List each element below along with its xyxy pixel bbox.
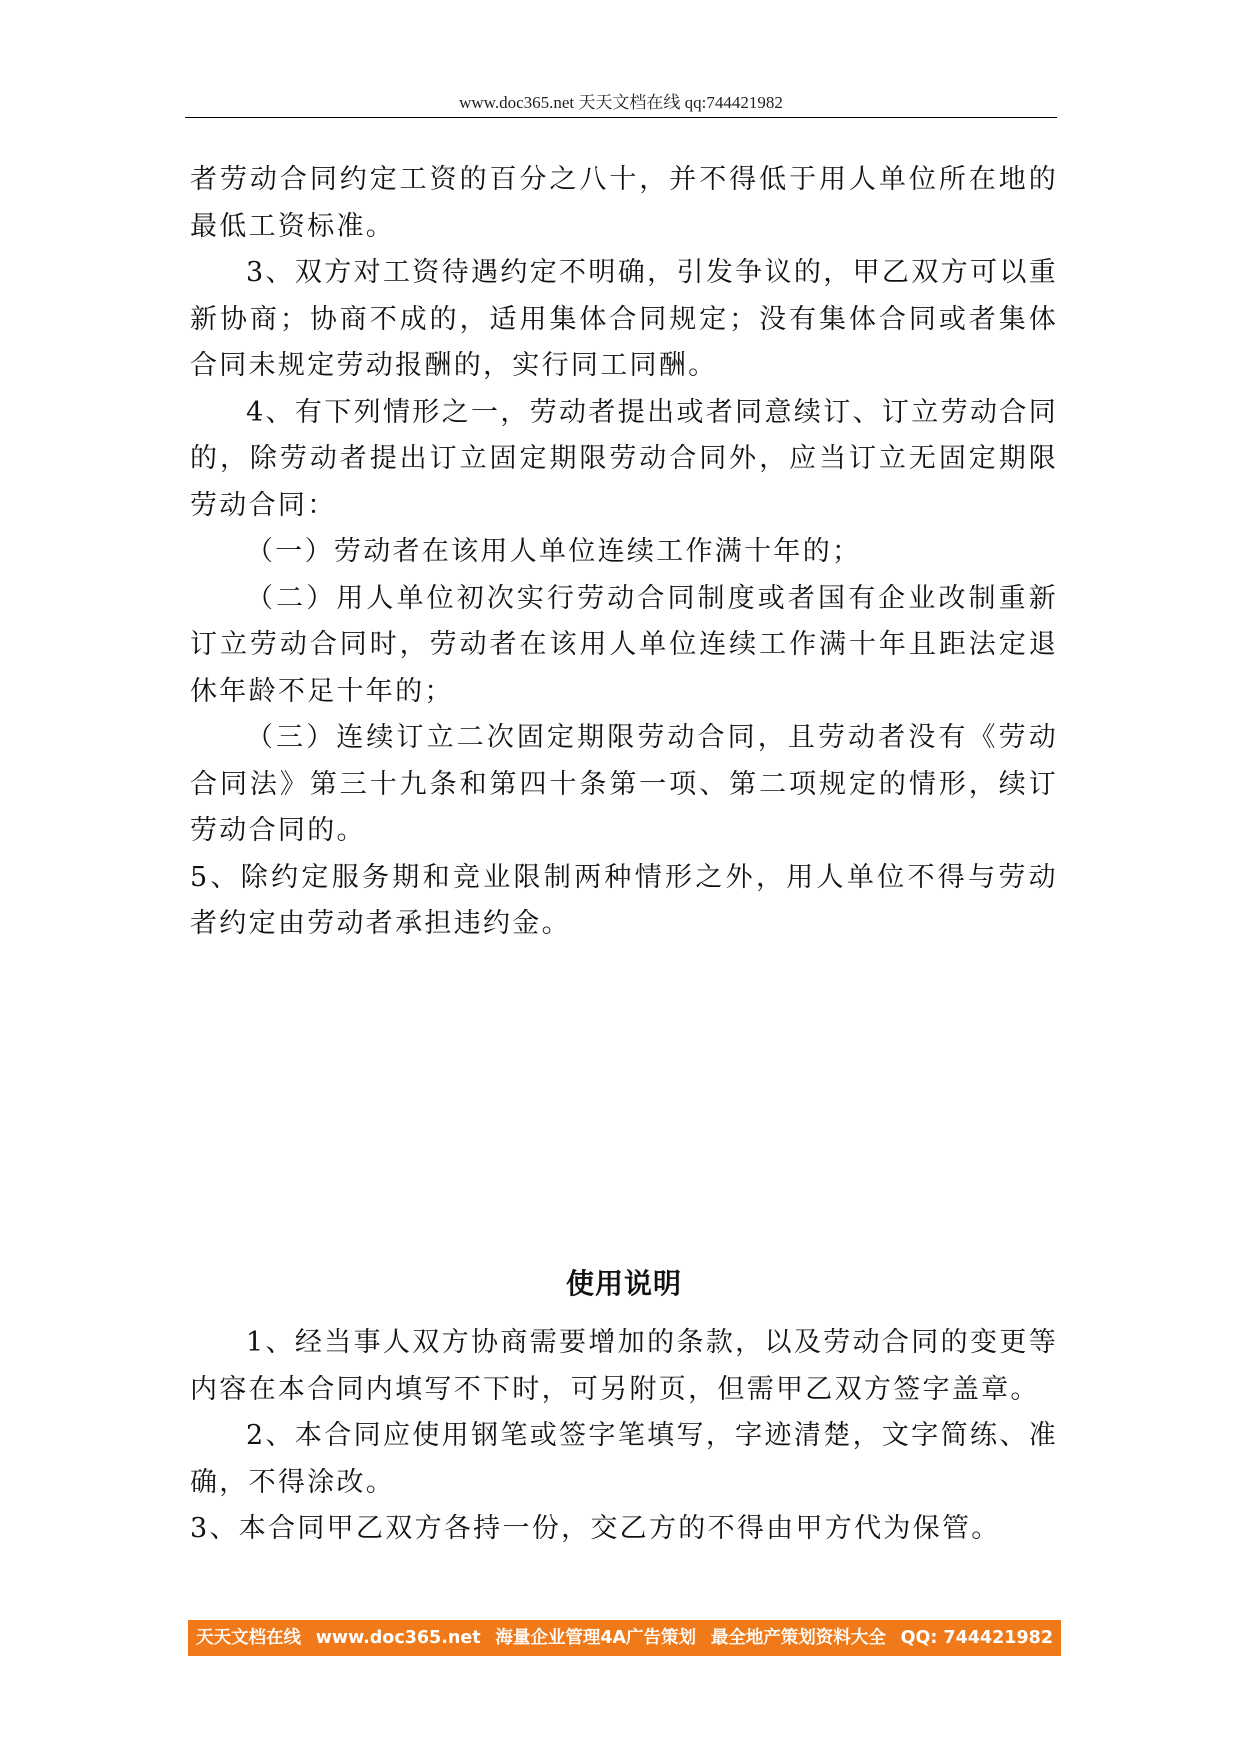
contract-list-item: （三）连续订立二次固定期限劳动合同，且劳动者没有《劳动合同法》第三十九条和第四十条第一项、第二项规定的情形，续订劳动合同的。 (190, 722, 1058, 846)
contract-paragraph: 5、除约定服务期和竞业限制两种情形之外，用人单位不得与劳动者约定由劳动者承担违约金。 (190, 861, 1058, 939)
usage-paragraph: 1、经当事人双方协商需要增加的条款，以及劳动合同的变更等内容在本合同内填写不下时，可另附页，但需甲乙双方签字盖章。 (190, 1327, 1058, 1405)
footer-site-name: 天天文档在线 (196, 1628, 301, 1648)
footer-tagline-2: 最全地产策划资料大全 (710, 1628, 886, 1648)
contract-list-item: （二）用人单位初次实行劳动合同制度或者国有企业改制重新订立劳动合同时，劳动者在该用人单位连续工作满十年且距法定退休年龄不足十年的； (190, 582, 1058, 707)
usage-paragraph: 3、本合同甲乙双方各持一份，交乙方的不得由甲方代为保管。 (190, 1513, 1001, 1544)
usage-text-block (190, 1320, 1058, 1553)
contract-paragraph: 4、有下列情形之一，劳动者提出或者同意续订、订立劳动合同的，除劳动者提出订立固定期限劳动合同外，应当订立无固定期限劳动合同： (190, 396, 1058, 521)
contract-list-item: （一）劳动者在该用人单位连续工作满十年的； (246, 536, 862, 567)
contract-text-block (190, 157, 1058, 948)
usage-title: 使用说明 (565, 1267, 682, 1300)
usage-paragraph: 2、本合同应使用钢笔或签字笔填写，字迹清楚，文字简练、准确，不得涂改。 (190, 1420, 1058, 1498)
footer-ad-banner[interactable] (188, 1620, 1061, 1656)
header-divider (185, 117, 1057, 118)
footer-qq: QQ: 744421982 (900, 1628, 1053, 1648)
contract-paragraph: 者劳动合同约定工资的百分之八十，并不得低于用人单位所在地的最低工资标准。 (190, 164, 1058, 242)
footer-tagline-1: 海量企业管理4A广告策划 (495, 1628, 697, 1648)
contract-paragraph: 3、双方对工资待遇约定不明确，引发争议的，甲乙双方可以重新协商；协商不成的，适用集体合同规定；没有集体合同或者集体合同未规定劳动报酬的，实行同工同酬。 (190, 257, 1058, 381)
page-header: www.doc365.net 天天文档在线 qq:744421982 (459, 93, 783, 112)
footer-url[interactable]: www.doc365.net (315, 1628, 481, 1648)
